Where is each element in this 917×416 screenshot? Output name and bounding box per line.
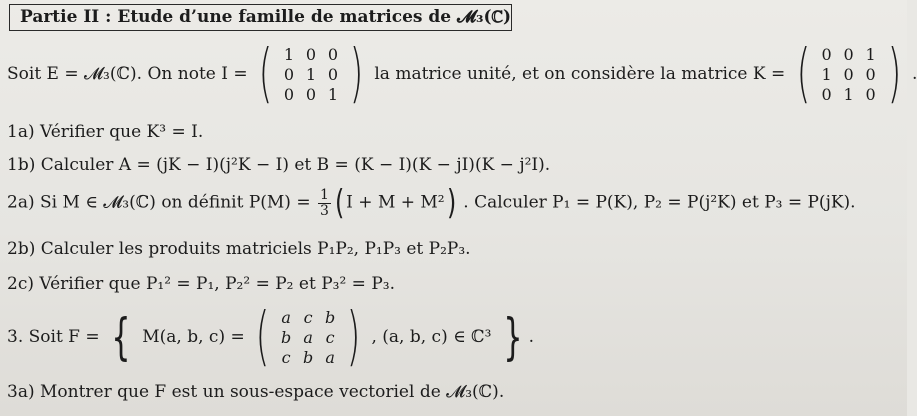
question-3-end: , (a, b, c) ∈ ℂ³ — [371, 327, 492, 347]
question-3-mid: M(a, b, c) = — [142, 327, 245, 347]
k-matrix-cell: 1 — [865, 44, 876, 64]
question-2a-start: 2a) Si M ∈ 𝓜₃(ℂ) on définit P(M) = — [7, 192, 311, 213]
k-matrix-cell: 1 — [843, 84, 854, 104]
k-matrix-cell: 0 — [865, 64, 876, 84]
question-3: 3. Soit F = { M(a, b, c) = ( a c b b a c c b a ) , (a, b, c) ∈ ℂ³ } . — [7, 300, 535, 374]
intro-end: . — [912, 64, 917, 84]
question-1a: 1a) Vérifier que K³ = I. — [7, 122, 204, 142]
question-2c: 2c) Vérifier que P₁² = P₁, P₂² = P₂ et P₃² = P₃. — [7, 274, 395, 294]
fraction-numerator: 1 — [319, 186, 329, 203]
identity-matrix-cell: 0 — [327, 64, 339, 84]
k-matrix-cell: 0 — [821, 84, 832, 104]
question-3-start: 3. Soit F = — [7, 327, 100, 347]
question-1b: 1b) Calculer A = (jK − I)(j²K − I) et B = (K − I)(K − jI)(K − j²I). — [7, 155, 551, 175]
identity-matrix-grid — [278, 45, 344, 104]
k-matrix-cell: 0 — [821, 44, 832, 64]
abc-matrix-cell: a — [325, 347, 335, 367]
question-2b: 2b) Calculer les produits matriciels P₁P₂, P₁P₃ et P₂P₃. — [7, 239, 471, 259]
k-matrix-cell: 1 — [821, 64, 832, 84]
question-2a-rest: . Calculer P₁ = P(K), P₂ = P(j²K) et P₃ = P(jK). — [463, 192, 856, 213]
identity-matrix-cell: 0 — [283, 64, 295, 84]
abc-matrix: ( a c b b a c c b a ) — [255, 300, 361, 374]
identity-matrix-cell: 0 — [305, 44, 317, 64]
abc-matrix-cell: c — [325, 327, 335, 347]
abc-matrix-cell: b — [302, 347, 314, 367]
abc-matrix-cell: c — [281, 347, 291, 367]
k-matrix-cell: 0 — [865, 84, 876, 104]
section-title: Partie II : Etude d’une famille de matrices de 𝓜₃(ℂ) — [20, 7, 512, 27]
intro-soit: Soit E = 𝓜₃(ℂ). On note I = — [7, 64, 248, 84]
k-matrix: ( 0 0 1 1 0 0 0 1 0 ) — [796, 37, 901, 111]
identity-matrix-cell: 0 — [305, 84, 317, 104]
abc-matrix-cell: b — [280, 327, 292, 347]
identity-matrix-cell: 0 — [327, 44, 339, 64]
abc-matrix-cell: a — [303, 327, 313, 347]
k-matrix-grid — [816, 45, 882, 104]
identity-matrix: ( 1 0 0 0 1 0 0 0 1 ) — [258, 37, 364, 111]
abc-matrix-cell: a — [281, 307, 291, 327]
abc-matrix-cell: b — [324, 307, 336, 327]
abc-matrix-cell: c — [303, 307, 313, 327]
k-matrix-cell: 0 — [843, 44, 854, 64]
question-3a: 3a) Montrer que F est un sous-espace vectoriel de 𝓜₃(ℂ). — [7, 382, 505, 402]
fraction-denominator: 3 — [319, 202, 329, 219]
identity-matrix-cell: 1 — [327, 84, 339, 104]
identity-matrix-cell: 1 — [305, 64, 317, 84]
fraction-one-third — [318, 188, 331, 219]
question-2a-sum: I + M + M² — [346, 192, 445, 213]
intro-line — [7, 37, 917, 111]
k-matrix-cell: 0 — [843, 64, 854, 84]
abc-matrix-grid — [275, 308, 341, 367]
section-title-box — [9, 4, 512, 31]
question-2a: 2a) Si M ∈ 𝓜₃(ℂ) on définit P(M) = $\frac{1}{3}$ ( I + M + M²) . Calculer P₁ = P(K), P₂ = P(j²K) et P₃ = P(jK). — [7, 183, 856, 223]
identity-matrix-cell: 1 — [283, 44, 295, 64]
identity-matrix-cell: 0 — [283, 84, 295, 104]
intro-middle: la matrice unité, et on considère la matrice K = — [374, 64, 786, 84]
